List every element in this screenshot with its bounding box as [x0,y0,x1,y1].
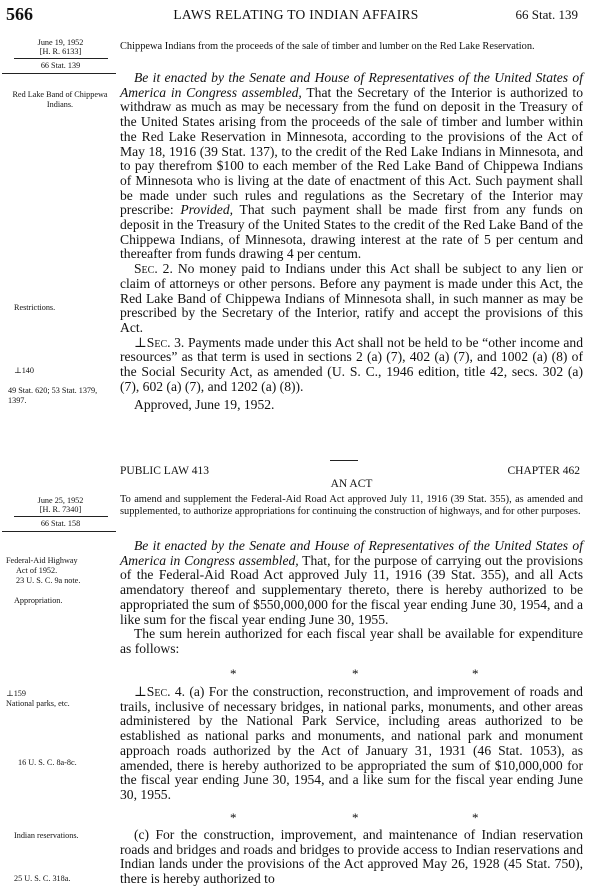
act2-stat: 66 Stat. 158 [40,519,81,528]
act2-body-part2 [120,685,583,803]
act2-body-part1 [120,539,583,657]
public-law-number: PUBLIC LAW 413 [120,465,209,477]
margin-note-usc-318a: 25 U. S. C. 318a. [14,874,71,883]
act2-purpose: To amend and supplement the Federal-Aid Road Act approved July 11, 1916 (39 Stat. 355), as amended and supplemented, to authorize appropriations for continuing the construction of highways, and for other purposes. [120,494,583,517]
act1-purpose: Chippewa Indians from the proceeds of the sale of timber and lumber on the Red Lake Reservation. [120,41,535,52]
act1-section-3: ⊥Sec. 3. Payments made under this Act shall not be held to be “other income and resources” as that term is used in sections 2 (a) (7), 402 (a) (7), and 1002 (a) (8) of the Social Security Act, as amended (U. S. C., 1946 edition, title 42, secs. 302 (a) (7), 602 (a) (7), and 1202 (a) (8)). [120,334,584,394]
margin-note-red-lake-band: Red Lake Band of Chippewa Indians. [12,90,108,109]
act2-side-divider [14,516,108,517]
margin-note-restrictions: Restrictions. [14,303,56,312]
margin-note-stat-refs: 49 Stat. 620; 53 Stat. 1379, 1397. [8,386,98,405]
act2-body-part3 [120,828,583,887]
page-number: 566 [6,4,33,24]
margin-note-short-title-1: Federal-Aid Highway [6,556,78,565]
act2-side-divider-lower [2,531,116,532]
act2-bill: [H. R. 7340] [39,505,82,514]
an-act-heading: AN ACT [330,478,373,490]
margin-note-usc-8a: 16 U. S. C. 8a-8c. [18,758,77,767]
act1-side-divider [14,58,108,59]
act1-body [120,71,583,413]
act1-stat: 66 Stat. 139 [40,61,81,70]
act1-section-1: Be it enacted by the Senate and House of Representatives of the United States of America in Congress assembled, That the Secretary of the Interior is authorized to withdraw as much as may be necessary from the fund on deposit in the Treasury of the United States arising from the proceeds of the sale of timber and lumber within the Red Lake Reservation in Minnesota, according to the provisions of the Act of May 18, 1916 (39 Stat. 137), to the credit of the Red Lake Indians in Minnesota, and to pay therefrom $100 to each member of the Red Lake Band of Chippewa Indians of Minnesota who is living at the date of enactment of this Act. Such payment shall be made under such rules and regulations as the Secretary of the Interior may prescribe: Provided, That such payment shall be made first from any funds on deposit in the Treasury of the United States to the credit of the Red Lake Band of the Chippewa Indians, of Minnesota, drawing interest at the rate of 5 per centum and thereafter from funds drawing 4 per centum. [120,70,583,262]
act1-bill: [H. R. 6133] [39,47,82,56]
act2-date: June 25, 1952 [37,496,84,505]
act1-approved: Approved, June 19, 1952. [134,397,275,413]
act2-section-4c: (c) For the construction, improvement, and maintenance of Indian reservation roads and bridges and roads and bridges to provide access to Indian reservations and Indian lands under the provisions of the Act approved May 26, 1928 (45 Stat. 750), there is hereby authorized to [120,827,583,887]
act1-side-divider-lower [2,73,116,74]
margin-note-page-ref-140: ⊥140 [14,366,34,375]
act1-section-2: Sec. 2. No money paid to Indians under this Act shall be subject to any lien or claim of attorneys or other persons. Before any payment is made under this Act, the Red Lake Band of Chippewa Indians of Minnesota shall, in such manner as may be prescribed by the Secretary of the Interior, ratify and accept the provisions of this Act. [120,261,583,335]
margin-note-short-title-2: Act of 1952. [16,566,58,575]
margin-note-page-ref-159: ⊥159 [6,689,26,698]
act1-date: June 19, 1952 [37,38,84,47]
margin-note-indian-reservations: Indian reservations. [14,831,79,840]
running-title: LAWS RELATING TO INDIAN AFFAIRS [173,7,419,22]
header-stat-reference: 66 Stat. 139 [515,7,578,22]
margin-note-appropriation: Appropriation. [14,596,63,605]
act2-sum-text: The sum herein authorized for each fiscal year shall be available for expenditure as follows: [120,626,583,656]
act2-section-4a: ⊥Sec. 4. (a) For the construction, reconstruction, and improvement of roads and trails, inclusive of necessary bridges, in national parks, monuments, and other areas administered by the National Park Service, including areas authorized to be established as national parks and monuments, and national park and monument approach roads authorized by the Act of January 31, 1931 (46 Stat. 1053), as amended, there is hereby authorized to be appropriated the sum of $10,000,000 for the fiscal year ending June 30, 1954, and a like sum for the fiscal year ending June 30, 1955. [120,684,583,802]
chapter-number: CHAPTER 462 [507,465,580,477]
margin-note-national-parks: National parks, etc. [6,699,70,708]
act2-section-1: Be it enacted by the Senate and House of Representatives of the United States of America in Congress assembled, That, for the purpose of carrying out the provisions of the Federal-Aid Road Act approved July 11, 1916 (39 Stat. 355), and all Acts amendatory thereof and supplementary thereto, there is hereby authorized to be appropriated the sum of $550,000,000 for the fiscal year ending June 30, 1954, and a like sum for the fiscal year ending June 30, 1955. [120,538,583,627]
heading-rule [330,460,358,461]
margin-note-short-title-3: 23 U. S. C. 9a note. [16,576,81,585]
